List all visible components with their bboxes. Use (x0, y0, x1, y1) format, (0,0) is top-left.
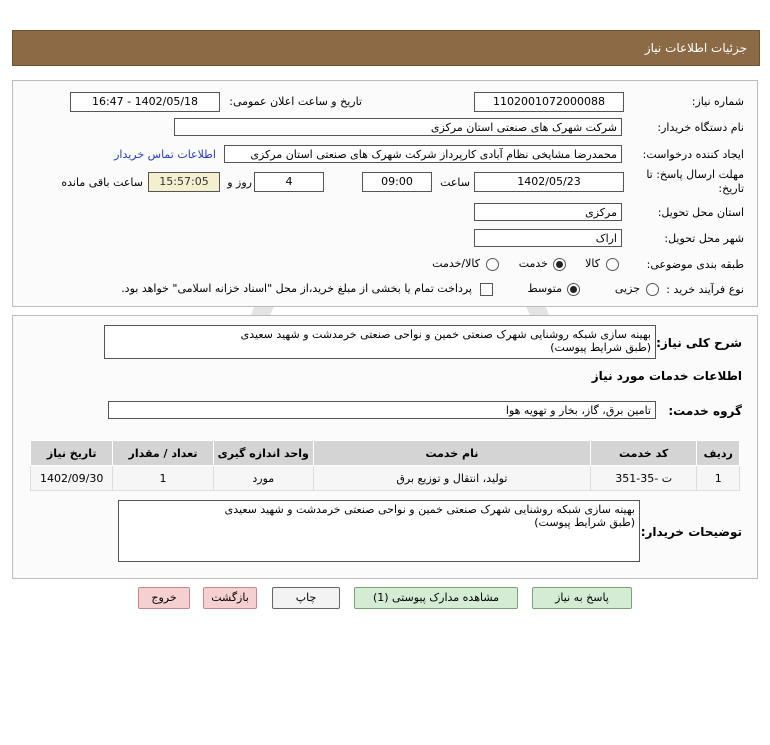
city-label: شهر محل تحویل: (664, 232, 744, 245)
deadline-time-label: ساعت (440, 176, 470, 189)
services-table-header (31, 441, 740, 466)
deadline-label-date: تاریخ: (718, 182, 744, 195)
services-heading: اطلاعات خدمات مورد نیاز (591, 369, 742, 383)
general-info-panel (12, 80, 758, 307)
remaining-time-label: ساعت باقی مانده (61, 176, 143, 189)
buyer-contact-link[interactable]: اطلاعات تماس خریدار (114, 148, 216, 161)
purchase-option-medium: متوسط (527, 282, 562, 295)
col-service-name: نام خدمت (313, 441, 590, 466)
purchase-radio-medium[interactable] (567, 283, 580, 296)
creator-field: محمدرضا مشایخی نظام آبادی کارپرداز شرکت شهرک های صنعتی استان مرکزی (224, 145, 622, 163)
col-need-date: تاریخ نیاز (31, 441, 113, 466)
buyer-notes-box (118, 500, 640, 562)
creator-label: ایجاد کننده درخواست: (642, 148, 744, 161)
reply-to-need-button[interactable]: پاسخ به نیاز (532, 587, 632, 609)
print-button[interactable]: چاپ (272, 587, 340, 609)
deadline-time-field: 09:00 (362, 172, 432, 192)
category-option-goods: کالا (585, 257, 600, 270)
treasury-payment-note: پرداخت تمام یا بخشی از مبلغ خرید،از محل "اسناد خزانه اسلامی" خواهد بود. (121, 282, 472, 295)
table-row (31, 466, 740, 491)
col-service-code: کد خدمت (590, 441, 697, 466)
cell-service-name: تولید، انتقال و توزیع برق (313, 466, 590, 491)
days-remaining-field: 4 (254, 172, 324, 192)
announce-date-field: 1402/05/18 - 16:47 (70, 92, 220, 112)
purchase-option-minor: جزیی (614, 282, 640, 295)
col-row: ردیف (697, 441, 740, 466)
category-option-goods-service: کالا/خدمت (432, 257, 480, 270)
category-radio-service[interactable] (553, 258, 566, 271)
category-label: طبقه بندی موضوعی: (646, 258, 744, 271)
province-field: مرکزی (474, 203, 622, 221)
need-summary-box (104, 325, 656, 359)
view-attachments-button[interactable]: مشاهده مدارک پیوستی (1) (354, 587, 518, 609)
cell-need-date: 1402/09/30 (31, 466, 113, 491)
province-label: استان محل تحویل: (657, 206, 744, 219)
category-radio-goods-service[interactable] (486, 258, 499, 271)
need-number-label: شماره نیاز: (691, 95, 744, 108)
remaining-time-field: 15:57:05 (148, 172, 220, 192)
need-summary-line1: بهینه سازی شبکه روشنایی شهرک صنعتی خمین و نواحی صنعتی خرمدشت و شهید سعیدی (240, 328, 651, 341)
buyer-org-label: نام دستگاه خریدار: (657, 121, 744, 134)
col-unit: واحد اندازه گیری (213, 441, 313, 466)
cell-row: 1 (697, 466, 740, 491)
page-title: جزئیات اطلاعات نیاز (644, 41, 747, 55)
city-field: اراک (474, 229, 622, 247)
back-button[interactable]: بازگشت (203, 587, 257, 609)
treasury-payment-checkbox[interactable] (480, 283, 493, 296)
service-group-field: تامین برق، گاز، بخار و تهویه هوا (108, 401, 656, 419)
need-summary-label: شرح کلی نیاز: (656, 336, 742, 350)
buyer-org-field: شرکت شهرک های صنعتی استان مرکزی (174, 118, 622, 136)
service-group-label: گروه خدمت: (668, 404, 742, 418)
deadline-label: مهلت ارسال پاسخ: تا (646, 168, 744, 181)
cell-unit: مورد (213, 466, 313, 491)
deadline-date-field: 1402/05/23 (474, 172, 624, 192)
buyer-notes-label: توضیحات خریدار: (640, 525, 742, 539)
purchase-radio-minor[interactable] (646, 283, 659, 296)
cell-service-code: ت -35-351 (590, 466, 697, 491)
days-label: روز و (227, 176, 252, 189)
exit-button[interactable]: خروج (138, 587, 190, 609)
buyer-notes-line1: بهینه سازی شبکه روشنایی شهرک صنعتی خمین و نواحی صنعتی خرمدشت و شهید سعیدی (224, 503, 635, 516)
category-option-service: خدمت (518, 257, 548, 270)
category-radio-goods[interactable] (606, 258, 619, 271)
buyer-notes-line2: (طبق شرایط پیوست) (534, 516, 635, 529)
services-table (30, 440, 740, 491)
announce-date-label: تاریخ و ساعت اعلان عمومی: (229, 95, 362, 108)
cell-quantity: 1 (113, 466, 213, 491)
col-quantity: تعداد / مقدار (113, 441, 213, 466)
need-summary-line2: (طبق شرایط پیوست) (550, 341, 651, 354)
need-number-field: 1102001072000088 (474, 92, 624, 112)
purchase-type-label: نوع فرآیند خرید : (666, 283, 744, 296)
page-title-bar (12, 30, 760, 66)
